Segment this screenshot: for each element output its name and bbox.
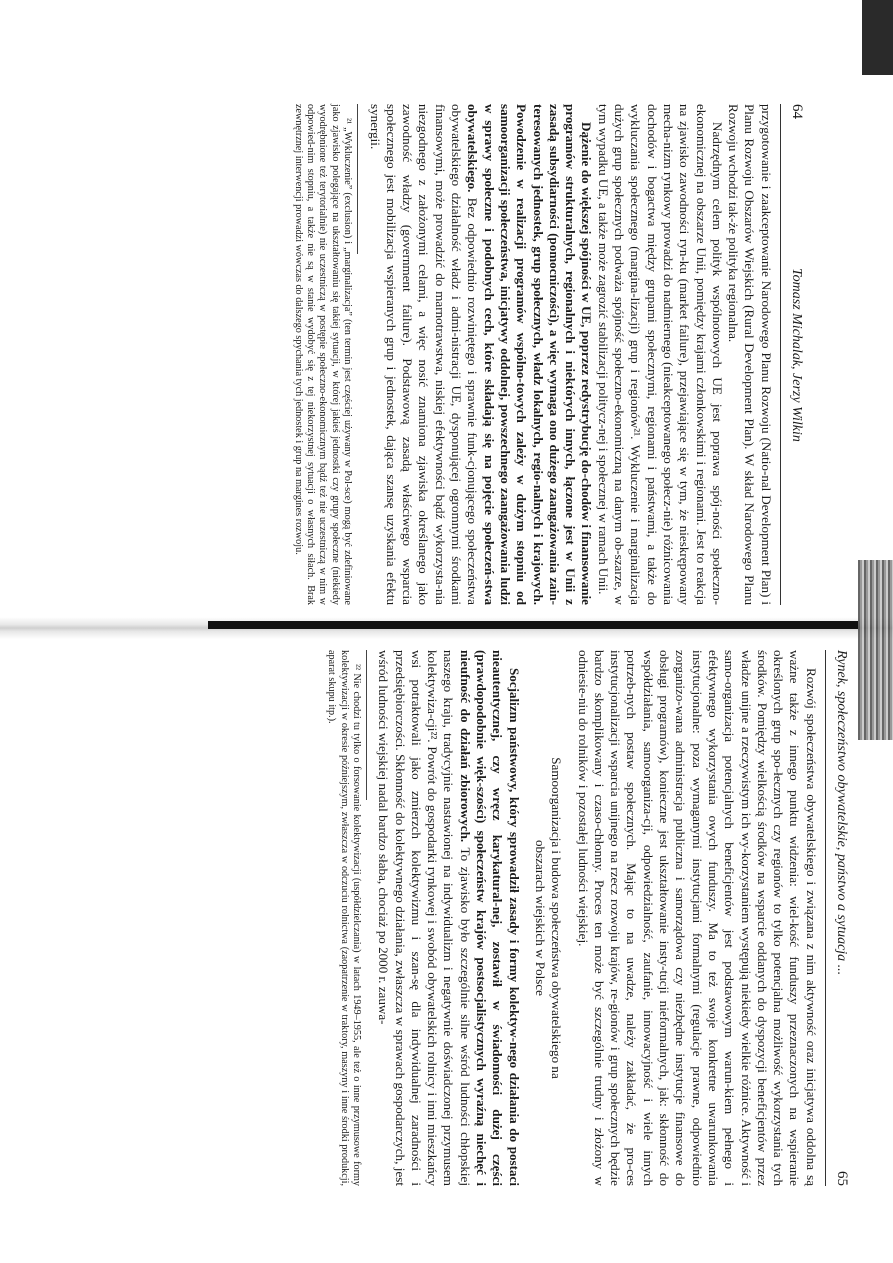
- footnote-rule: [366, 650, 367, 800]
- text: Bez odpowiednio rozwiniętego i sprawnie funk-cjonującego społeczeństwa obywatelskiego działalność władz i admi-nistracji UE, dysponującej ogromnymi środkami finansowymi, może prowadzić do marnotrawstwa, niskiej efektywności bądź wykorzysta-nia niezgodnego z założonymi celami, a więc nosić znamiona zjawiska określanego jako zawodność władzy (government failure). Podstawową zasadą właściwego wsparcia społecznego jest mobilizacja wspieranych grup i jednostek, dająca szansę uzyskania efektu synergii.: [367, 104, 481, 605]
- paragraph: Rozwój społeczeństwa obywatelskiego i związana z nim aktywność oraz inicjatywa oddolna są ważne także z innego punktu widzenia: wiel-kość funduszy przeznaczonych na wspieranie określonych grup spo-łecznych czy regionów to tylko potencjalna możliwość wykorzystania tych środków. Pomiędzy wielkością środków na wsparcie oddanych do dyspozycji beneficjentów przez władze unijne a rzeczywistym ich wy-korzystaniem występują niekiedy wielkie różnice. Aktywność i samo-organizacja potencjalnych beneficjentów jest podstawowym warun-kiem pełnego i efektywnego wykorzystania owych funduszy. Ma to też swoje konkretne uwarunkowania instytucjonalne: poza wymaganymi instytucjami formalnymi (regulacje prawne, odpowiednio zorganizo-wana administracja publiczna i samorządowa czy niezbędne instytucje finansowe do obsługi programów), konieczne jest ukształtowanie insty-tucji nieformalnych, jak: skłonność do współdziałania, samoorganiza-cji, odpowiedzialność, zaufanie, innowacyjność i wiele innych potrzeb-nych postaw społecznych. Mając to na uwadze, należy zakładać, że pro-ces instytucjonalizacji wsparcia unijnego na rzecz rozwoju krajów, re-gionów i grup społecznych będzie bardzo skomplikowany i czaso-chłonny. Proces ten może być szczególnie trudny i złożony w odniesie-niu do rolników i pozostałej ludności wiejskiej.: [575, 650, 819, 1186]
- running-head-title: Tomasz Michalak, Jerzy Wilkin: [789, 268, 804, 442]
- page-number: 65: [834, 1171, 850, 1186]
- spacer: [522, 650, 532, 1186]
- footnote: ²² Nie chodzi tu tylko o forsowanie kolektywizacji (uspółdzielczania) w latach 1949–1955, ale też o inne przymusowe formy kolektywizacji w okresie późniejszym, zwłaszcza w odczuciu rolnictwa (zaopatrzenie w traktory, maszyny i inne środki produkcji, aparat skupu itp.).: [326, 650, 362, 1186]
- scan-shadow: [208, 621, 858, 629]
- running-head-title: Rynek, społeczeństwo obywatelskie, państwo a sytuacja ...: [834, 650, 849, 976]
- scan-edge-artifact: [858, 560, 893, 740]
- header-rule: [780, 104, 781, 605]
- footnote: ²¹ „Wykluczenie” (exclusion) i „marginalizacja” (ten termin jest częściej używany w Pol-sce) mogą być zdefiniowane jako zjawisko polegające na ukształtowaniu się takiej sytuacji, w której jakieś jednostki czy grupy społeczne (niekiedy wyodrębnione też terytorialnie) nie uczestniczą w postępie społeczno-ekonomicznym bądź też nie uczestniczą w nim w odpowied-nim stopniu, a także nie są w stanie wydobyć się z tej niekorzystnej sytuacji o własnych siłach. Brak zewnętrznej interwencji prowadzi wówczas do dalszego spychania tych jednostek i grup na margines rozwoju.: [292, 104, 354, 605]
- paragraph: [366, 104, 594, 605]
- bold-text: Dążenie do większej spójności w UE, poprzez redystrybucję do-chodów i finansowanie programów strukturalnych, regionalnych i niektórych innych, łączone jest w Unii z zasadą subsydiarności (pomocniczości), a więc wymaga ono dużego zaangażowania zain-teresowanych jednostek, grup społecznych, władz lokalnych, regio-nalnych i krajowych. Powodzenie w realizacji programów wspólno-towych zależy w dużym stopniu od samoorganizacji społeczeństwa, inicjatywy oddolnej, powszechnego zaangażowania ludzi w sprawy społeczne i podobnych cech, które składają się na pojęcie społeczeń-stwa obywatelskiego.: [465, 104, 595, 605]
- running-head: [788, 104, 805, 605]
- header-rule: [825, 650, 826, 1186]
- paragraph: przygotowanie i zaakceptowanie Narodowego Planu Rozwoju (Natio-nal Development Plan) i Planu Rozwoju Obszarów Wiejskich (Rural Development Plan). W skład Narodowego Planu Rozwoju wchodzi tak-że polityka regionalna.: [726, 104, 774, 605]
- footnote-rule: [357, 104, 358, 254]
- paragraph: Nadrzędnym celem polityk wspólnotowych UE jest poprawa spój-ności społeczno-ekonomicznej na obszarze Unii, pomiędzy krajami członkowskimi i regionami. Jest to reakcja na zjawisko zawodności ryn-ku (market failure), przejawiające się w tym, że nieskrępowany mecha-nizm rynkowy prowadzi do nadmiernego (nieakceptowanego społecz-nie) różnicowania dochodów i bogactwa między grupami społecznymi, regionami i państwami, a także do wykluczania społecznego (margina-lizacji) grup i regionów²¹. Wykluczenie i marginalizacja dużych grup społecznych podważa spójność społeczno-ekonomiczną na danym ob-szarze, w tym wypadku UE, a także może zagrozić stabilizacji politycz-nej i społecznej w ramach Unii.: [595, 104, 725, 605]
- running-head: [833, 650, 850, 1186]
- bold-text: Socjalizm państwowy, który sprowadził zasady i formy kolektyw-nego działania do postaci nieautentycznej, czy wręcz karykatural-nej, zostawił w świadomości dużej części (prawdopodobnie więk-szości) społeczeństw krajów postsocjalistycznych wyraźną niechęć i nieufność do działań zbiorowych.: [457, 650, 522, 1186]
- paragraph: [375, 650, 522, 1186]
- scan-edge-artifact: [862, 0, 893, 75]
- page-65: [60, 648, 850, 1188]
- page-number: 64: [789, 104, 805, 119]
- section-title-line: Samoorganizacja i budowa społeczeństwa obywatelskiego na: [549, 757, 565, 1079]
- page-64: [30, 102, 805, 607]
- spacer: [564, 650, 574, 1186]
- section-title-line: obszarach wiejskich w Polsce: [532, 840, 548, 996]
- text: To zjawisko było szczególnie silne wśród ludności chłopskiej naszego kraju, tradycyjnie nastawionej na indywidualizm i negatywnie doświadczonej przymusem kolektywiza-cji²². Powrót do gospodarki rynkowej i swobód obywatelskich rolnicy i inni mieszkańcy wsi potraktowali jako zmierzch kolektywizmu i szan-sę dla indywidualnej zaradności i przedsiębiorczości. Skłonność do kolektywnego działania, zwłaszcza w sprawach gospodarczych, jest wśród ludności wiejskiej nadal bardzo słaba, chociaż po 2000 r. zauwa-: [376, 650, 473, 1186]
